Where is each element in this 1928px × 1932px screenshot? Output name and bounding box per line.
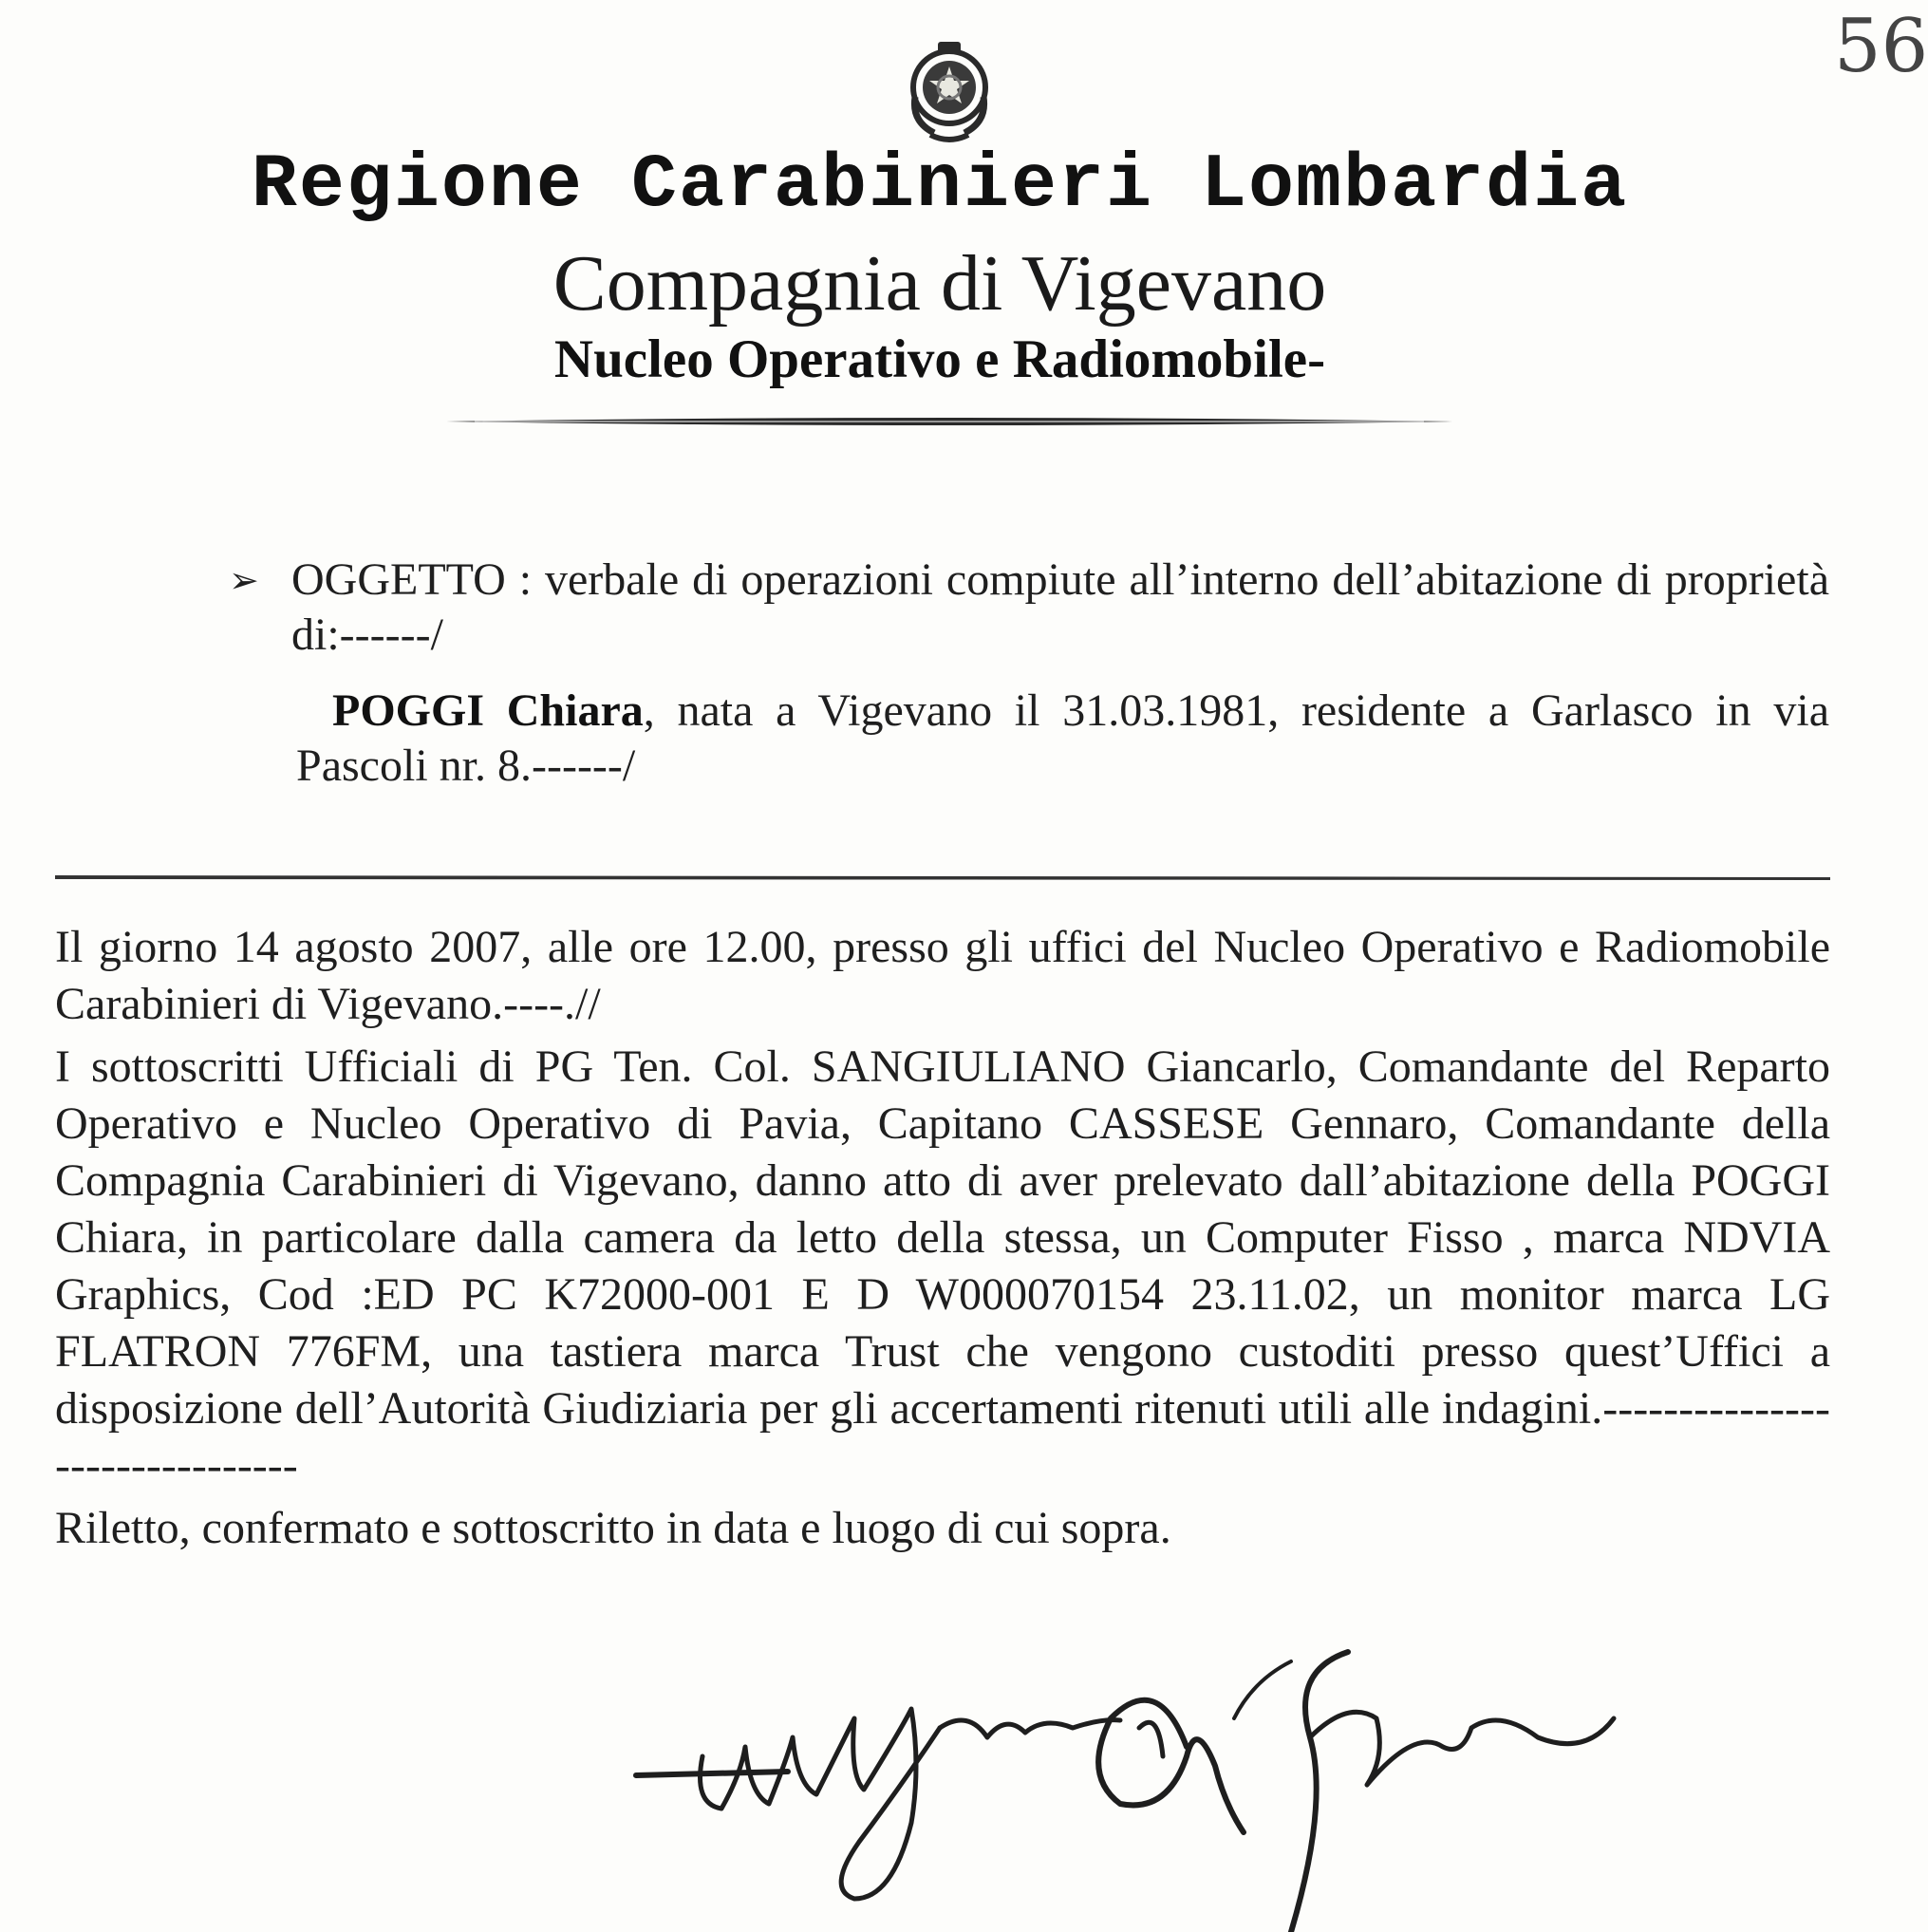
person-details: , nata a Vigevano il 31.03.1981, residente a Garlasco in via Pascoli nr. 8.------/ (296, 685, 1829, 791)
body-paragraph-1: Il giorno 14 agosto 2007, alle ore 12.00, presso gli uffici del Nucleo Operativo e Radiomobile Carabinieri di Vigevano.----.// (55, 922, 1830, 1029)
organization-title: Regione Carabinieri Lombardia (251, 142, 1629, 229)
italian-republic-emblem-icon (902, 40, 997, 146)
body-paragraph-2: I sottoscritti Ufficiali di PG Ten. Col. SANGIULIANO Giancarlo, Comandante del Reparto Operativo e Nucleo Operativo di Pavia, Capitano CASSESE Gennaro, Comandante della Compagnia Carabinieri di Vigevano, danno atto di aver prelevato dall’abitazione della POGGI Chiara, in particolare dalla camera da letto della stessa, un Computer Fisso , marca NDVIA Graphics, Cod :ED PC K72000-001 E D W000070154 23.11.02, un monitor marca LG FLATRON 776FM, una tastiera marca Trust che vengono custoditi presso quest’Uffici a disposizione dell’Autorità Giudiziaria per gli accertamenti ritenuti utili alle indagini.------------------------------- (55, 1041, 1830, 1491)
body-text (55, 919, 1830, 1563)
subject-line (229, 553, 1829, 663)
subject-label: OGGETTO (291, 554, 506, 605)
arrowhead-bullet-icon: ➢ (229, 559, 259, 601)
unit-title: Nucleo Operativo e Radiomobile- (553, 329, 1326, 389)
body-paragraph-3: Riletto, confermato e sottoscritto in data e luogo di cui sopra. (55, 1503, 1171, 1553)
page-number: 56 (1834, 4, 1928, 89)
company-title: Compagnia di Vigevano (552, 239, 1327, 328)
handwritten-signatures-icon (627, 1614, 1690, 1932)
body-divider (55, 870, 1830, 883)
subject-person (296, 684, 1829, 794)
subject-text: : verbale di operazioni compiute all’interno dell’abitazione di proprietà di:------/ (291, 554, 1829, 660)
header-divider (446, 414, 1452, 429)
person-name: POGGI Chiara (332, 685, 644, 736)
